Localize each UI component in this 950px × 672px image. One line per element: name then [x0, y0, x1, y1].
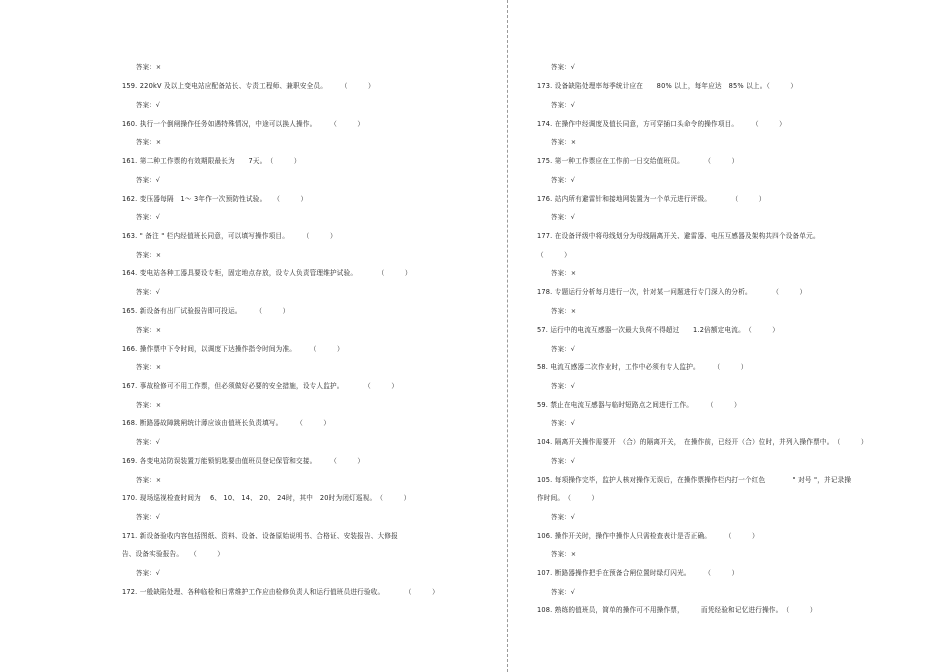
answer-line: 答案：×	[551, 138, 577, 146]
answer-line: 答案：√	[136, 213, 161, 221]
question-58: 58. 电流互感器二次作业时，工作中必须有专人监护。 （ ）	[537, 363, 748, 371]
question-105: 105. 每项操作完毕，监护人核对操作无误后，在操作票操作栏内打一个红色 " 对号 "，并记录操	[537, 476, 852, 484]
question-161: 161. 第二种工作票的有效期限最长为 7天。 （ ）	[122, 157, 301, 165]
question-165: 165. 新设备有出厂试验报告即可投运。 （ ）	[122, 307, 290, 315]
answer-line: 答案：√	[551, 513, 576, 521]
question-170: 170. 现场巡视检查时间为 6、 10、 14、 20、 24时，其中 20时为闭灯巡视。 （ ）	[122, 494, 411, 502]
question-174: 174. 在操作中经调度及值长同意，方可穿插口头命令的操作项目。 （ ）	[537, 120, 786, 128]
answer-line: 答案：×	[136, 326, 162, 334]
question-169: 169. 各变电站防误装置万能锁钥匙要由值班员登记保管和交接。 （ ）	[122, 457, 365, 465]
answer-line: 答案：√	[551, 176, 576, 184]
answer-line: 答案：×	[136, 138, 162, 146]
answer-line: 答案：×	[136, 401, 162, 409]
question-106: 106. 操作开关时，操作中操作人只需检查表计是否正确。 （ ）	[537, 532, 759, 540]
question-166: 166. 操作票中下令时间，以调度下达操作指令时间为准。 （ ）	[122, 345, 344, 353]
answer-line: 答案：√	[551, 63, 576, 71]
answer-line: 答案：×	[551, 269, 577, 277]
answer-line: 答案：×	[136, 63, 162, 71]
question-176: 176. 站内所有避雷针和接地网装置为一个单元进行评级。 （ ）	[537, 195, 766, 203]
answer-line: 答案：√	[136, 176, 161, 184]
question-105-continued: 作时间。 （ ）	[537, 494, 599, 502]
answer-line: 答案：√	[551, 382, 576, 390]
question-168: 168. 断路器故障跳闸统计薄应该由值班长负责填写。 （ ）	[122, 419, 331, 427]
answer-line: 答案：×	[551, 307, 577, 315]
answer-line: 答案：√	[136, 101, 161, 109]
answer-line: 答案：√	[551, 419, 576, 427]
question-171: 171. 新设备验收内容包括图纸、资料、设备、设备原始说明书、合格证、安装报告、大修报	[122, 532, 398, 540]
question-173: 173. 设备缺陷处理率每季统计应在 80% 以上，每年应达 85% 以上。（ ）	[537, 82, 798, 90]
question-163: 163. " 备注 " 栏内经值班长同意，可以填写操作项目。 （ ）	[122, 232, 337, 240]
answer-line: 答案：×	[551, 550, 577, 558]
answer-line: 答案：√	[136, 438, 161, 446]
answer-line: 答案：√	[551, 457, 576, 465]
question-107: 107. 断路器操作把手在预备合闸位置时绿灯闪光。 （ ）	[537, 569, 739, 577]
answer-line: 答案：√	[136, 513, 161, 521]
answer-line: 答案：√	[551, 345, 576, 353]
question-57: 57. 运行中的电流互感器一次最大负荷不得超过 1.2倍额定电流。 （ ）	[537, 326, 780, 334]
question-108: 108. 熟练的值班员，简单的操作可不用操作票， 而凭经验和记忆进行操作。 （ ）	[537, 606, 817, 614]
question-164: 164. 变电站各种工器具要设专柜，固定地点存放，设专人负责管理维护试验。 （ ）	[122, 269, 412, 277]
question-171-continued: 告、设备实验报告。 （ ）	[122, 550, 225, 558]
question-175: 175. 第一种工作票应在工作前一日交给值班员。 （ ）	[537, 157, 739, 165]
question-177-continued: （ ）	[537, 251, 571, 259]
question-162: 162. 变压器每隔 1～ 3年作一次预防性试验。 （ ）	[122, 195, 308, 203]
answer-line: 答案：×	[136, 476, 162, 484]
answer-line: 答案：√	[551, 588, 576, 596]
question-159: 159. 220kV 及以上变电站应配备站长、专责工程师、兼职安全员。 （ ）	[122, 82, 375, 90]
answer-line: 答案：√	[136, 569, 161, 577]
question-104: 104. 隔离开关操作需要开 （合）的隔离开关， 在操作前，已经开（合）位时，并列入操作票中。 （ ）	[537, 438, 868, 446]
question-160: 160. 执行一个倒闸操作任务如遇特殊情况，中途可以换人操作。 （ ）	[122, 120, 365, 128]
question-177: 177. 在设备评级中将母线划分为母线隔离开关、避雷器、电压互感器及架构共四个设备单元。	[537, 232, 820, 240]
answer-line: 答案：×	[136, 251, 162, 259]
question-59: 59. 禁止在电流互感器与临时短路点之间进行工作。 （ ）	[537, 401, 741, 409]
answer-line: 答案：√	[136, 288, 161, 296]
answer-line: 答案：×	[136, 363, 162, 371]
question-172: 172. 一般缺陷处理、各种临检和日常维护工作应由检修负责人和运行值班员进行验收。 （ ）	[122, 588, 439, 596]
answer-line: 答案：√	[551, 213, 576, 221]
question-167: 167. 事故检修可不用工作票，但必须做好必要的安全措施，设专人监护。 （ ）	[122, 382, 399, 390]
question-178: 178. 专题运行分析每月进行一次，针对某一问题进行专门深入的分析。 （ ）	[537, 288, 807, 296]
answer-line: 答案：√	[551, 101, 576, 109]
